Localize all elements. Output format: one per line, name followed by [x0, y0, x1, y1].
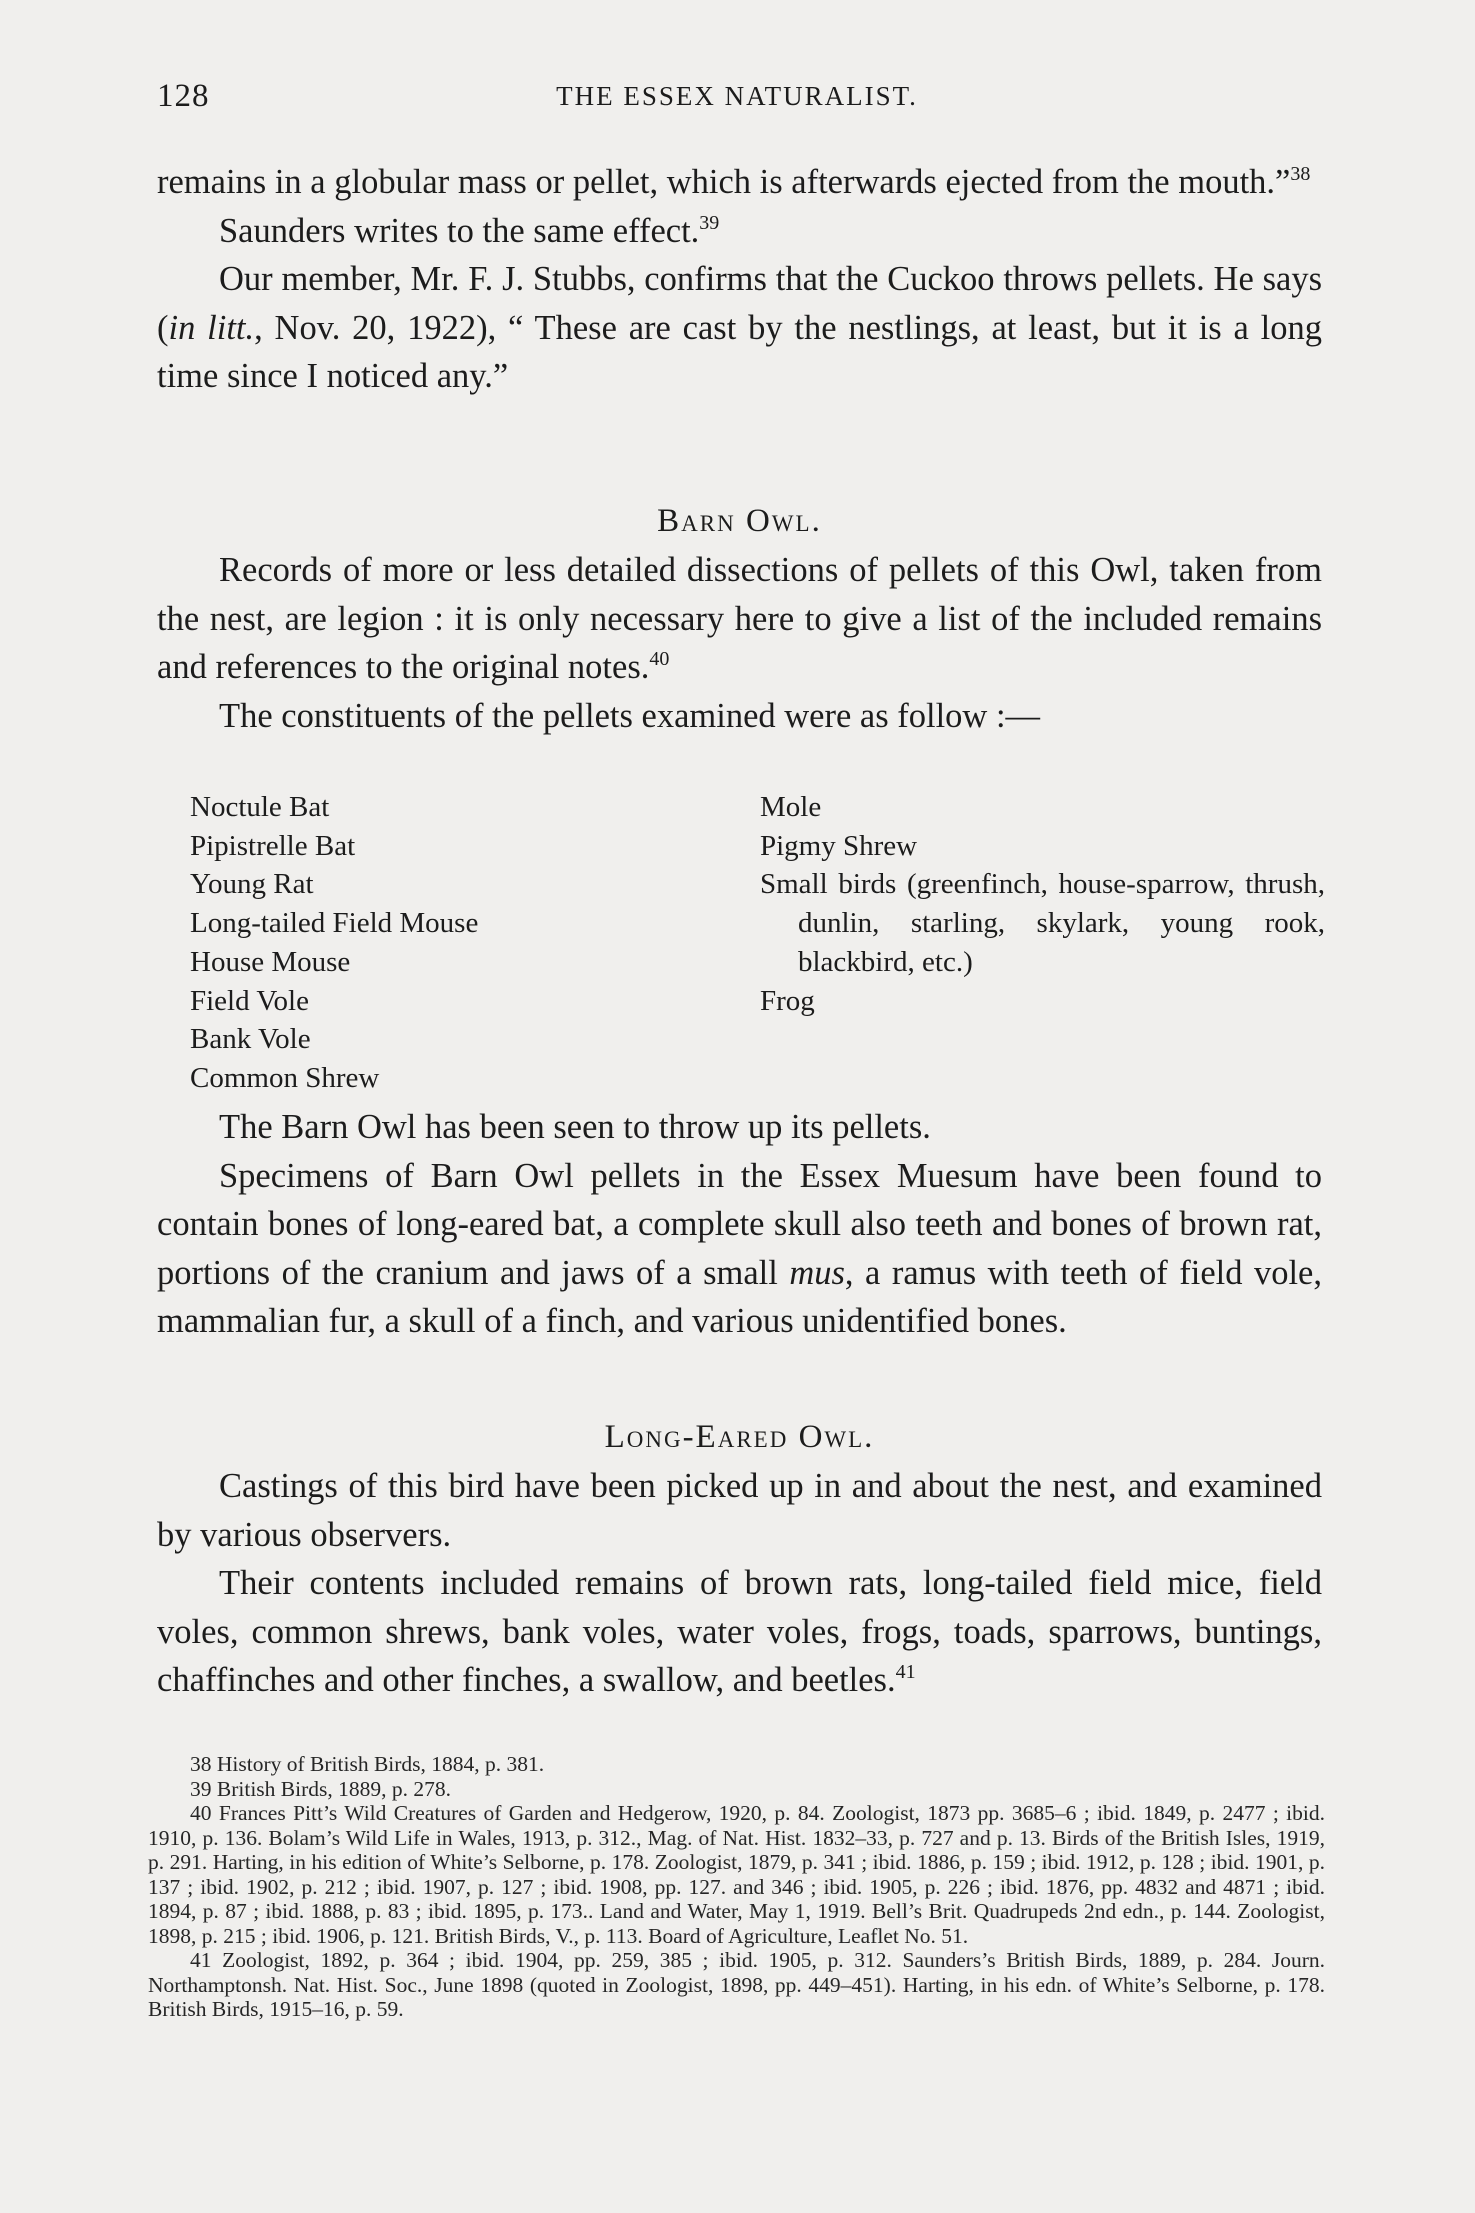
- long-eared-owl-section: [157, 1462, 1322, 1705]
- list-item: Pigmy Shrew: [760, 829, 918, 862]
- list-item: Frog: [760, 984, 815, 1017]
- footnote-41: 41 Zoologist, 1892, p. 364 ; ibid. 1904, pp. 259, 385 ; ibid. 1905, p. 312. Saunders’s British Birds, 1889, p. 284. Journ. Northamptonsh. Nat. Hist. Soc., June 1898 (quoted in Zoologist, 1898, pp. 449–451). Harting, in his edn. of White’s Selborne, p. 178. British Birds, 1915–16, p. 59.: [148, 1948, 1325, 2021]
- paragraph: Their contents included remains of brown rats, long-tailed field mice, field voles, common shrews, bank voles, water voles, frogs, toads, sparrows, buntings, chaffinches and other finches, a swallow, and beetles.$^{41}$: [157, 1564, 1322, 1699]
- pellet-constituents-list: [190, 788, 1325, 1108]
- intro-section: [157, 158, 1322, 401]
- footnote-38: 38 History of British Birds, 1884, p. 381.: [190, 1752, 545, 1776]
- paragraph: Specimens of Barn Owl pellets in the Essex Muesum have been found to contain bones of long-eared bat, a complete skull also teeth and bones of brown rat, portions of the cranium and jaws of a small mus, a ramus with teeth of field vole, mammalian fur, a skull of a finch, and various unidentified bones.: [157, 1156, 1322, 1340]
- paragraph: Records of more or less detailed dissections of pellets of this Owl, taken from the nest, are legion : it is only necessary here to give a list of the included remains and references to the original notes.$^{40}$: [157, 551, 1322, 686]
- paragraph: Our member, Mr. F. J. Stubbs, confirms that the Cuckoo throws pellets. He says (in litt., Nov. 20, 1922), “ These are cast by the nestlings, at least, but it is a long time since I noticed any.”: [157, 260, 1322, 395]
- page-number: 128: [157, 78, 210, 114]
- footnote-ref: 39: [699, 211, 720, 234]
- paragraph: The Barn Owl has been seen to throw up its pellets.: [219, 1108, 931, 1146]
- list-item: Pipistrelle Bat: [190, 829, 356, 862]
- list-item: House Mouse: [190, 945, 351, 978]
- list-item: Long-tailed Field Mouse: [190, 907, 479, 940]
- footnote-40: 40 Frances Pitt’s Wild Creatures of Garden and Hedgerow, 1920, p. 84. Zoologist, 1873 pp. 3685–6 ; ibid. 1849, p. 2477 ; ibid. 1910, p. 136. Bolam’s Wild Life in Wales, 1913, p. 312., Mag. of Nat. Hist. 1832–33, p. 727 and p. 13. Birds of the British Isles, 1919, p. 291. Harting, in his edition of White’s Selborne, p. 178. Zoologist, 1879, p. 341 ; ibid. 1886, p. 159 ; ibid. 1912, p. 128 ; ibid. 1901, p. 137 ; ibid. 1902, p. 212 ; ibid. 1907, p. 127 ; ibid. 1908, pp. 127. and 346 ; ibid. 1905, p. 226 ; ibid. 1876, pp. 4832 and 4871 ; ibid. 1894, p. 87 ; ibid. 1888, p. 83 ; ibid. 1895, p. 173.. Land and Water, May 1, 1919. Bell’s Brit. Quadrupeds 2nd edn., p. 144. Zoologist, 1898, p. 215 ; ibid. 1906, p. 121. British Birds, V., p. 113. Board of Agriculture, Leaflet No. 51.: [148, 1801, 1325, 1948]
- running-title: THE ESSEX NATURALIST.: [556, 81, 918, 111]
- list-item: Bank Vole: [190, 1023, 311, 1056]
- list-item: Small birds (greenfinch, house-sparrow, thrush, dunlin, starling, skylark, young rook, blackbird, etc.): [760, 868, 1325, 978]
- footnote-ref: 41: [895, 1661, 916, 1683]
- list-item: Field Vole: [190, 984, 309, 1017]
- paragraph: Saunders writes to the same effect.$^{39}$: [219, 211, 720, 250]
- list-item: Noctule Bat: [190, 791, 330, 823]
- paragraph: Castings of this bird have been picked up in and about the nest, and examined by various observers.: [157, 1467, 1322, 1554]
- footnote-ref: 40: [649, 648, 670, 670]
- footnote-ref: 38: [1290, 163, 1311, 185]
- list-column-left: [190, 788, 690, 1098]
- paragraph: remains in a globular mass or pellet, which is afterwards ejected from the mouth.”$^{38}$: [157, 163, 1311, 201]
- list-column-right: [760, 788, 1325, 1020]
- page-header: [157, 78, 1317, 122]
- footnote-39: 39 British Birds, 1889, p. 278.: [190, 1776, 452, 1801]
- barn-owl-notes: [157, 1103, 1322, 1346]
- section-heading-long-eared-owl: Long-Eared Owl.: [604, 1419, 875, 1455]
- barn-owl-intro: [157, 546, 1322, 740]
- list-item: Common Shrew: [190, 1061, 380, 1094]
- section-heading-barn-owl: Barn Owl.: [657, 503, 822, 539]
- paragraph: The constituents of the pellets examined were as follow :—: [219, 696, 1041, 735]
- footnotes: [148, 1752, 1325, 2022]
- list-item: Young Rat: [190, 868, 314, 901]
- list-item: Mole: [760, 791, 822, 823]
